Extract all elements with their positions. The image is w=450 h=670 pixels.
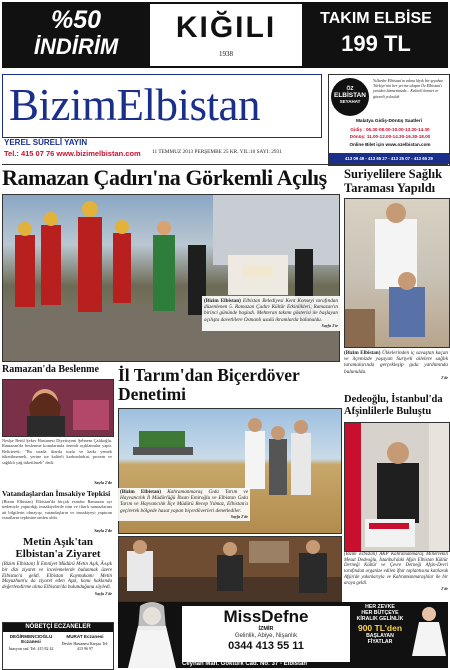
missdefne-city: İZMİR	[258, 626, 274, 632]
ad-discount-label: İNDİRİM	[33, 34, 119, 59]
missdefne-address: Ceyhan Mah. Göktürk Cad. No: 37 - Elbistan	[182, 661, 308, 667]
metin-body	[2, 562, 112, 597]
promo-price: 900 TL'den	[357, 622, 403, 633]
right-headline[interactable]	[344, 167, 448, 195]
kigili-year: 1938	[219, 50, 233, 58]
bus-route-title: Malatya Gidiş-Dönüş Saatleri	[355, 119, 423, 124]
missdefne-tagline: Gelinlik, Abiye, Nişanlık	[234, 633, 298, 639]
right-story-photo[interactable]	[344, 198, 450, 348]
metin-visit-photo[interactable]	[118, 536, 342, 602]
ad-discount-percent: %50	[50, 6, 102, 34]
vatandas-headline[interactable]: Vatandaşlardan İmsakiye Tepkisi	[2, 489, 111, 498]
logo-line-1: ÖZ	[346, 86, 354, 92]
main-caption-lead: (Bizim Elbistan)	[204, 298, 241, 304]
logo-line-2: ELBİSTAN	[333, 92, 367, 99]
promo-line-3: KİRALIK GELİNLİK	[356, 616, 404, 623]
bus-online[interactable]: Online Bilet için www.ozelbistan.com	[349, 142, 431, 147]
vatandas-source[interactable]: Sayfa 2'de	[94, 528, 112, 533]
ad-discount	[6, 6, 146, 64]
pharmacy-right-name: MURAT Eczanesi	[66, 634, 104, 639]
ad-suit-offer	[308, 8, 444, 64]
bus-phones: 413 09 49 - 413 65 27 - 413 25 07 - 413 65 29	[329, 153, 449, 164]
pharmacy-box	[2, 622, 114, 670]
metin-headline-line2: Elbistan'a Ziyaret	[15, 548, 101, 560]
bus-company-ad[interactable]	[328, 74, 450, 166]
tarim-caption-lead: (Bizim Elbistan)	[120, 489, 162, 495]
bride-figure-right	[410, 602, 448, 656]
bus-ad-blurb: Yıllardır Elbistan'ın adına lâyık bir şeyahat Türkiye'nin her yerine ulaşan Öz Elbistan'ı yeniden hizmetinizde... Kaliteli hizmet ve güvenli yolculuk	[373, 78, 443, 99]
pharmacy-title: NÖBETÇİ ECZANELER	[3, 623, 113, 632]
bus-returns: Dönüş: 11.00-12.00-14.30-16.30-18.00	[349, 134, 431, 139]
metin-source[interactable]: Sayfa 2'de	[94, 590, 112, 596]
pharmacy-left-name: DEĞİRMENCIOĞLU Eczanesi	[9, 634, 53, 644]
masthead-contact: Tel.: 415 07 76 www.bizimelbistan.com	[4, 149, 141, 158]
promo-line-5: FİYATLAR	[367, 638, 393, 645]
dedeoglu-illustration	[345, 423, 449, 551]
promo-line-2: HER BÜTÇEYE	[361, 610, 399, 617]
right-caption-text: Ülkelerinden iç savaştan kaçan ve ilçemizde yaşayan Suriyeli ailelere sağlık taramalarında gerçekleşip gıda yardımında bulunuldu.	[344, 350, 449, 375]
pharmacy-left	[4, 634, 58, 651]
right-headline-text: Suriyelilere Sağlık Taraması Yapıldı	[344, 167, 443, 195]
vatandas-body: (Bizim Elbistan) Elbistan'da birçok esnafın Ramazan ayı nedeniyle yaptırdığı imsakiyelerde tüm ve iftarlı namazlarına ait bilgilerin olmayışı, vatandaşların ve imsakiyeyi yaptıran esnafların tepkisine neden oldu.	[2, 499, 112, 521]
main-story-photo[interactable]	[2, 194, 340, 362]
dedeoglu-headline[interactable]: Dedeoğlu, İstanbul'da Afşinlilerle Buluştu	[344, 394, 443, 417]
main-headline[interactable]: Ramazan Çadırı'na Görkemli Açılış	[2, 165, 327, 190]
kigili-logo	[150, 4, 302, 66]
right-caption-lead: (Bizim Elbistan)	[344, 350, 381, 356]
ad-suit-title: TAKIM ELBİSE	[320, 10, 432, 27]
dietitian-photo[interactable]	[2, 379, 114, 437]
right-story-source[interactable]: 2'de	[441, 374, 448, 380]
metin-body-text: (Bizim Elbistan) İl Emniyet Müdürü Metin Aşık, Ä±şık bir dizi ziyaret ve incelemelerde bulunmak üzere Elbistan'a geldi. Elbistan Kaymakamı Metin Mayuzhum'u da ziyaret eden Aşık, konu hakkında değerlendirme alına Elbistan'da bulunduğunu söyledi.	[2, 562, 112, 591]
ramazan-headline[interactable]: Ramazan'da Beslenme	[2, 364, 99, 375]
tarim-caption	[118, 488, 250, 521]
main-caption-text: Elbistan Belediyesi Kent Konseyi tarafından düzenlenen 5. Ramazan Çadırı Kültür Etkinlikleri, Ramazan'ın birinci gününde başladı. Mehteran takımı gösterisi ile başlayan açılışta davetlilere Osmanlı usulü ikramlarda bulunuldu.	[204, 298, 338, 323]
masthead-subtitle: YEREL SÜRELİ YAYIN	[4, 138, 88, 147]
bride-figure	[124, 602, 180, 668]
masthead-title: BizimElbistan	[9, 80, 260, 130]
missdefne-panel	[182, 606, 350, 662]
masthead-title-box	[2, 74, 322, 138]
tarim-headline-line2: Denetimi	[118, 384, 187, 404]
metin-headline[interactable]	[2, 536, 114, 560]
ad-suit-price: 199 TL	[341, 31, 411, 56]
masthead	[2, 74, 322, 164]
metin-visit-illustration	[119, 537, 341, 601]
tarim-source[interactable]: Sayfa 2'de	[230, 513, 248, 519]
tarim-caption-text: Kahramanmaraş Gıda Tarım ve Hayvancılık İl Müdürlüğü İhsan Emiroğlu ve Elbistan Gıda Tarım ve Hayvancılık İlçe Müdürü Recep Yılmaz, Elbistan'a geçirerek bölgede hasat yapan biçerdöverleri denetlediler.	[120, 489, 248, 514]
bridal-ad[interactable]	[118, 602, 448, 668]
tarim-headline-line1: İl Tarım'dan Biçerdöver	[118, 365, 300, 385]
main-photo-illustration	[3, 195, 339, 361]
pharmacy-left-addr: İstasyon cad. Tel: 415 82 42	[8, 646, 54, 651]
top-ad-banner[interactable]	[2, 2, 448, 68]
dedeoglu-source[interactable]: 2'de	[441, 586, 448, 592]
missdefne-phone[interactable]: 0344 413 55 11	[228, 640, 304, 652]
ozelbistan-logo	[331, 78, 369, 116]
promo-line-4: BAŞLAYAN	[366, 632, 394, 639]
pharmacy-right	[59, 634, 111, 651]
ramazan-source[interactable]: Sayfa 2'de	[94, 480, 112, 485]
missdefne-brand: MissDefne	[223, 607, 309, 626]
pharmacy-right-addr: Devlet Hastanesi Karşısı Tel: 413 96 97	[61, 641, 109, 651]
bus-departures: Gidiş : 06.30-08.00-10.00-13.30-14.30	[350, 127, 430, 132]
missdefne-promo	[352, 604, 408, 645]
right-photo-illustration	[345, 199, 449, 347]
dedeoglu-photo[interactable]	[344, 422, 450, 552]
tarim-headline[interactable]	[118, 366, 340, 404]
dietitian-illustration	[3, 380, 113, 436]
main-story-source[interactable]: Sayfa 3'te	[321, 322, 338, 328]
right-story-caption	[344, 350, 448, 381]
ramazan-body: Neslşe Betül Şeker Hastanesi Diyetisyeni Şebnem Çalıkoğlu, Ramazan'da beslenme konularında önemli açıklamalar yaptı. Belirterek; "Bu sırada iftarda tuzlu ve katkı yemek tüketilmemeli, yerine ise kaliteli karbonhidrat, protein ve sağlıklı yağ tüketilmeli" dedi.	[2, 438, 112, 465]
logo-line-3: SEYAHAT	[339, 99, 361, 104]
metin-headline-line1: Metin Aşık'tan	[23, 536, 93, 548]
dedeoglu-caption-text: (Bizim Elbistan) AKP Kahramanmaraş Milletvekili Mesut Dedeoğlu, İstanbul'daki Afşin Elbistan Kültür Derneği Kültür ve Çevre Derneği Afşin-Devri tarafından organize edilen iftar toplantısına katılarak Afşin'de yakınlarıyla ve Kahramanmaraşlılar ile bir araya geldi.	[344, 552, 448, 586]
dedeoglu-caption	[344, 552, 448, 592]
promo-line-1: HER ZEVKE	[365, 604, 395, 610]
main-story-caption	[202, 296, 340, 331]
kigili-brand: KIĞILI	[175, 11, 277, 44]
issue-info: 11 TEMMUZ 2013 PERŞEMBE 25 KR. YIL:10 SAYI: 2931	[152, 149, 282, 155]
